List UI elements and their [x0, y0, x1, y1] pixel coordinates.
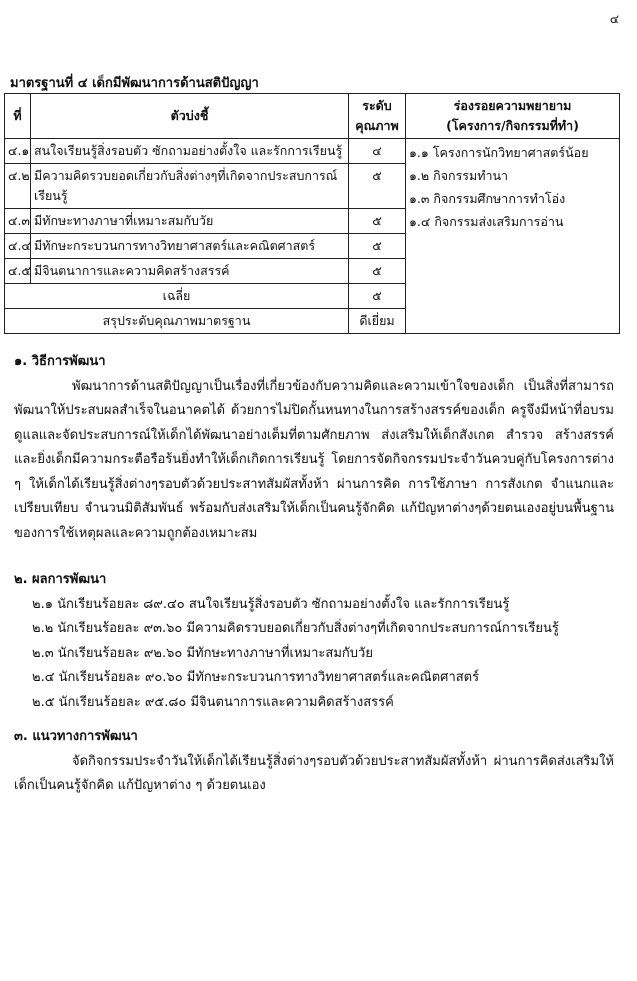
- section3-body: จัดกิจกรรมประจำวันให้เด็กได้เรียนรู้สิ่งต่างๆรอบตัวด้วยประสาทสัมผัสทั้งห้า ผ่านการคิดส่งเสริมให้เด็กเป็นคนรู้จักคิด แก้ปัญหาต่าง ๆ ด้วยตนเอง: [14, 753, 614, 793]
- trace-item: ๑.๑ โครงการนักวิทยาศาสตร์น้อย: [409, 145, 589, 160]
- header-quality-line1: ระดับ: [362, 98, 392, 113]
- section-development-guidelines: [14, 725, 614, 799]
- header-traces-line2: (โครงการ/กิจกรรมที่ทำ): [446, 118, 579, 133]
- row-quality: ๕: [349, 209, 406, 234]
- traces-cell-continued: [406, 284, 620, 334]
- section1-body: พัฒนาการด้านสติปัญญาเป็นเรื่องที่เกี่ยวข้องกับความคิดและความเข้าใจของเด็ก เป็นสิ่งที่สามารถพัฒนาให้ประสบผลสำเร็จในอนาคตได้ ด้วยการไม่ปิดกั้นหนทางในการสร้างสรรค์ของเด็ก ครูจึงมีหน้าที่อบรมดูแลและจัดประสบการณ์ให้เด็กได้พัฒนาอย่างเต็มที่ตามศักยภาพ ส่งเสริมให้เด็กสังเกต สำรวจ สร้างสรรค์ และยิ่งเด็กมีความกระตือรือร้นยิ่งทำให้เด็กเกิดการเรียนรู้ โดยการจัดกิจกรรมประจำวันควบคู่กับโครงการต่าง ๆ ให้เด็กได้เรียนรู้สิ่งต่างๆรอบตัวด้วยประสาทสัมผัสทั้งห้า ผ่านการคิด การใช้ภาษา การสังเกต จำแนกและเปรียบเทียบ จำนวนมิติสัมพันธ์ พร้อมกับส่งเสริมให้เด็กเป็นคนรู้จักคิด แก้ปัญหาต่างๆด้วยตนเองอยู่บนพื้นฐานของการใช้เหตุผลและความถูกต้องเหมาะสม: [14, 378, 614, 541]
- section1-heading: ๑. วิธีการพัฒนา: [14, 354, 106, 369]
- header-indicator: ตัวบ่งชี้: [31, 94, 349, 139]
- list-item: ๒.๓ นักเรียนร้อยละ ๙๒.๖๐ มีทักษะทางภาษาที่เหมาะสมกับวัย: [32, 645, 373, 661]
- row-indicator: มีความคิดรวบยอดเกี่ยวกับสิ่งต่างๆที่เกิดจากประสบการณ์เรียนรู้: [31, 164, 349, 209]
- standard-title: มาตรฐานที่ ๔ เด็กมีพัฒนาการด้านสติปัญญา: [10, 76, 259, 91]
- row-quality: ๕: [349, 234, 406, 259]
- row-quality: ๕: [349, 259, 406, 284]
- row-no: ๔.๓: [5, 209, 31, 234]
- header-quality-line2: คุณภาพ: [355, 118, 399, 133]
- section-development-results: [14, 568, 614, 715]
- list-item: ๒.๕ นักเรียนร้อยละ ๙๕.๘๐ มีจินตนาการและความคิดสร้างสรรค์: [32, 694, 394, 710]
- list-item: ๒.๔ นักเรียนร้อยละ ๙๐.๖๐ มีทักษะกระบวนการทางวิทยาศาสตร์และคณิตศาสตร์: [32, 670, 480, 685]
- list-item: ๒.๑ นักเรียนร้อยละ ๘๙.๔๐ สนใจเรียนรู้สิ่งรอบตัว ซักถามอย่างตั้งใจ และรักการเรียนรู้: [32, 596, 510, 612]
- results-list: [14, 593, 614, 716]
- section3-heading: ๓. แนวทางการพัฒนา: [14, 729, 138, 744]
- row-quality: ๕: [349, 164, 406, 209]
- average-label: เฉลี่ย: [5, 284, 349, 309]
- section-development-method: [14, 350, 614, 546]
- summary-label: สรุประดับคุณภาพมาตรฐาน: [5, 309, 349, 334]
- row-indicator: มีจินตนาการและความคิดสร้างสรรค์: [31, 259, 349, 284]
- average-value: ๕: [349, 284, 406, 309]
- header-traces: [406, 94, 620, 139]
- section2-heading: ๒. ผลการพัฒนา: [14, 572, 107, 587]
- indicator-table: [4, 93, 620, 334]
- row-no: ๔.๒: [5, 164, 31, 209]
- summary-value: ดีเยี่ยม: [349, 309, 406, 334]
- trace-item: ๑.๓ กิจกรรมศึกษาการทำโอ่ง: [409, 191, 566, 206]
- page-number: ๔: [609, 12, 619, 26]
- list-item: ๒.๒ นักเรียนร้อยละ ๙๓.๖๐ มีความคิดรวบยอดเกี่ยวกับสิ่งต่างๆที่เกิดจากประสบการณ์การเรียนรู้: [32, 621, 559, 636]
- row-no: ๔.๔: [5, 234, 31, 259]
- trace-item: ๑.๒ กิจกรรมทำนา: [409, 168, 509, 183]
- trace-item: ๑.๔ กิจกรรมส่งเสริมการอ่าน: [409, 214, 564, 229]
- header-traces-line1: ร่องรอยความพยายาม: [453, 98, 572, 113]
- table-row: [5, 139, 620, 164]
- row-quality: ๔: [349, 139, 406, 164]
- traces-cell: [406, 139, 620, 284]
- average-row: [5, 284, 620, 309]
- row-no: ๔.๑: [5, 139, 31, 164]
- row-indicator: มีทักษะกระบวนการทางวิทยาศาสตร์และคณิตศาสตร์: [31, 234, 349, 259]
- row-indicator: มีทักษะทางภาษาที่เหมาะสมกับวัย: [31, 209, 349, 234]
- table-header-row: [5, 94, 620, 139]
- row-no: ๔.๕: [5, 259, 31, 284]
- header-quality: [349, 94, 406, 139]
- row-indicator: สนใจเรียนรู้สิ่งรอบตัว ซักถามอย่างตั้งใจ และรักการเรียนรู้: [31, 139, 349, 164]
- header-no: ที่: [5, 94, 31, 139]
